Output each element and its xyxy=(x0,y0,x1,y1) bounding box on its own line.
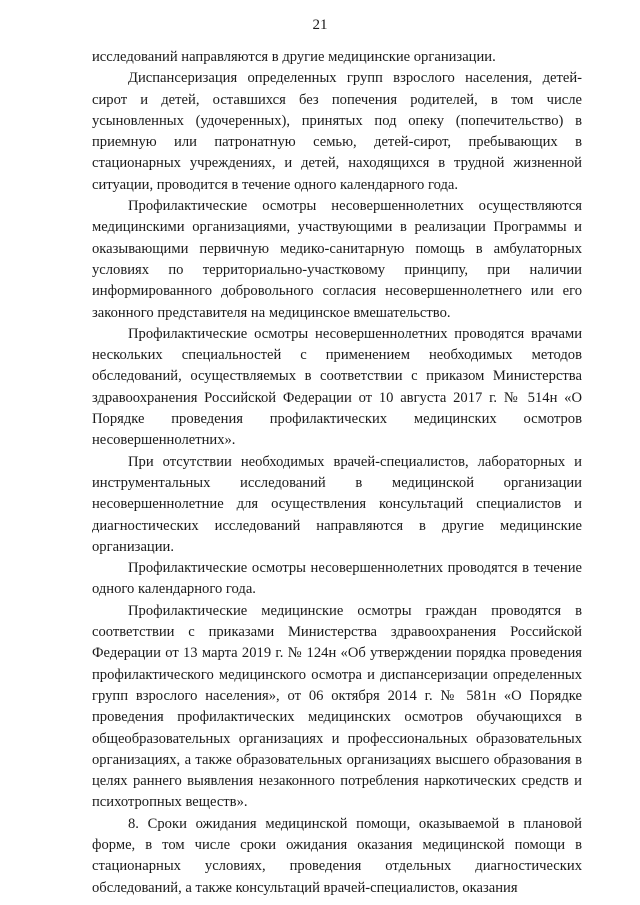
paragraph-waiting-times: 8. Сроки ожидания медицинской помощи, оказываемой в плановой форме, в том числе сроки ожидания оказания медицинской помощи в стационарных условиях, проведения отдельных диагностических обследований, а также консультаций врачей-специалистов, оказания xyxy=(92,815,582,896)
paragraph-calendar-year: Профилактические осмотры несовершеннолетних проводятся в течение одного календарного года. xyxy=(92,560,582,598)
paragraph-dispanserization: Диспансеризация определенных групп взрослого населения, детей-сирот и детей, оставшихся без попечения родителей, в том числе усыновленных (удочеренных), принятых под опеку (попечительство) в приемную или патронатную семью, детей-сирот, пребывающих в стационарных учреждениях, и детей, находящихся в трудной жизненной ситуации, проводится в течение одного календарного года. xyxy=(92,70,582,193)
paragraph-absence-of-specialists: При отсутствии необходимых врачей-специалистов, лабораторных и инструментальных исследований в медицинской организации несовершеннолетние для осуществления консультаций специалистов и диагностических исследований направляются в другие медицинские организации. xyxy=(92,453,582,555)
paragraph-preventive-exams-organizations: Профилактические осмотры несовершеннолетних осуществляются медицинскими организациями, участвующими в реализации Программы и оказывающими первичную медико-санитарную помощь в амбулаторных условиях по территориально-участковому принципу, при наличии информированного добровольного согласия несовершеннолетнего или его законного представителя на медицинское вмешательство. xyxy=(92,198,582,321)
body-text xyxy=(92,47,582,899)
paragraph-preventive-exams-doctors: Профилактические осмотры несовершеннолетних проводятся врачами нескольких специальностей с применением необходимых методов обследований, осуществляемых в соответствии с приказом Министерства здравоохранения Российской Федерации от 10 августа 2017 г. № 514н «О Порядке проведения профилактических медицинских осмотров несовершеннолетних». xyxy=(92,325,582,449)
paragraph-citizen-exams-orders: Профилактические медицинские осмотры граждан проводятся в соответствии с приказами Министерства здравоохранения Российской Федерации от 13 марта 2019 г. № 124н «Об утверждении порядка проведения профилактического медицинского осмотра и диспансеризации определенных групп взрослого населения», от 06 октября 2014 г. № 581н «О Порядке проведения профилактических медицинских осмотров обучающихся в общеобразовательных организациях и профессиональных образовательных организациях, а также образовательных организациях высшего образования в целях раннего выявления незаконного потребления наркотических средств и психотропных веществ». xyxy=(92,602,582,811)
page-number: 21 xyxy=(312,17,328,33)
paragraph-continuation: исследований направляются в другие медицинские организации. xyxy=(92,49,496,65)
